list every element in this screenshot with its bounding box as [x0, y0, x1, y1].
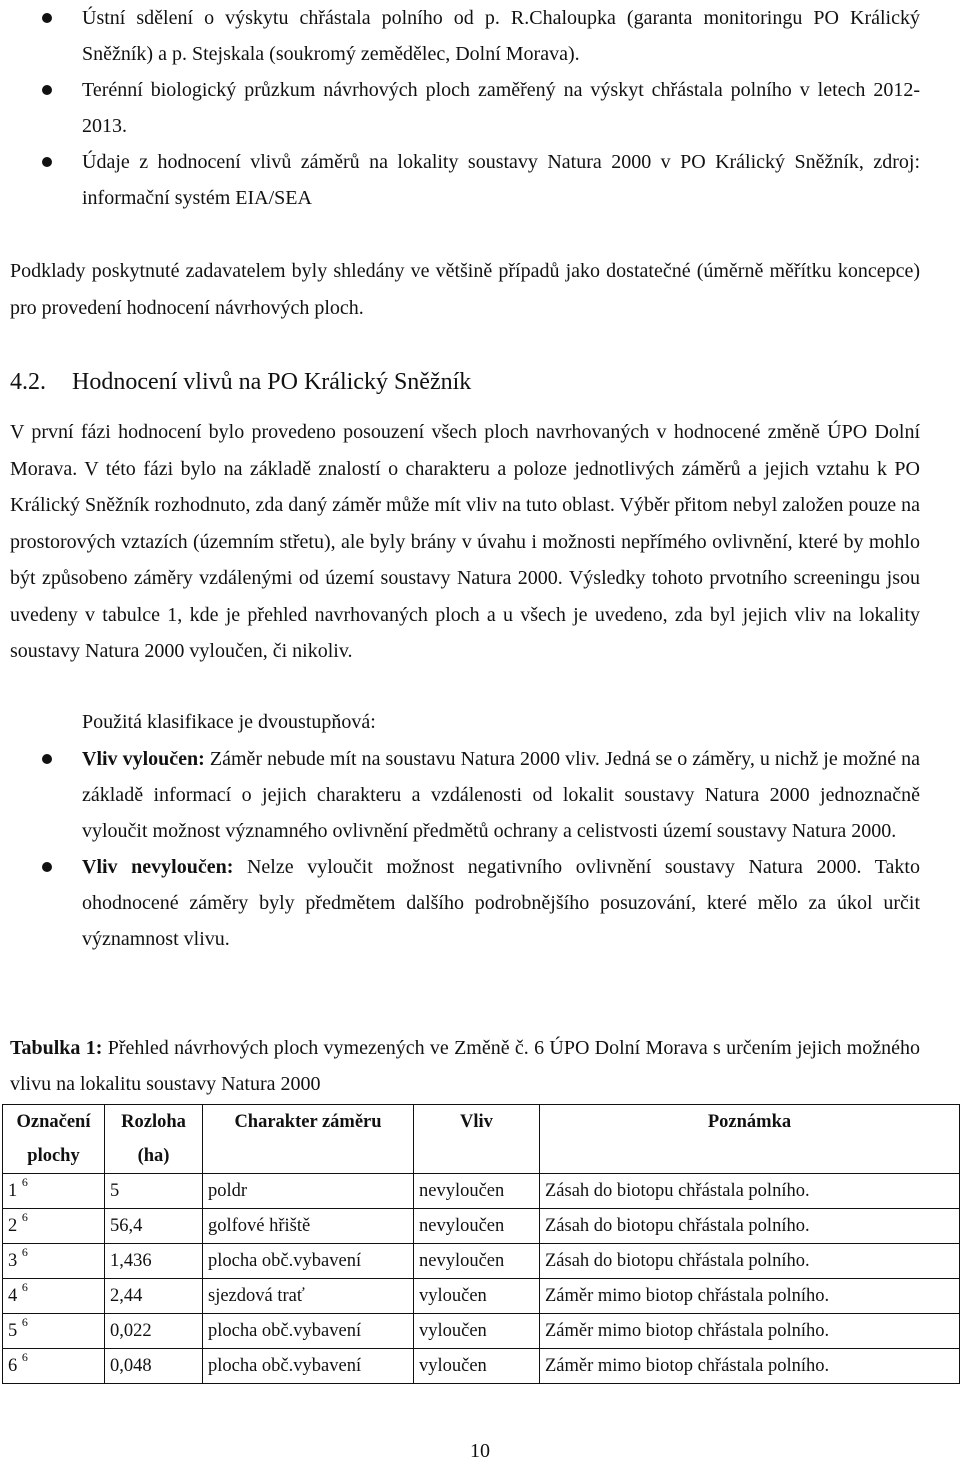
page-number: 10	[470, 1440, 490, 1462]
cell-id: 6 $^6$	[3, 1349, 105, 1384]
bullet-icon	[42, 862, 52, 872]
cell-area: 56,4	[105, 1209, 203, 1244]
list-item: Terénní biologický průzkum návrhových ploch zaměřený na výskyt chřástala polního v letech 2012-2013.	[0, 72, 960, 144]
areas-table	[2, 1104, 960, 1384]
table-header-row	[3, 1105, 960, 1174]
section-heading	[10, 364, 471, 400]
column-header: Vliv	[414, 1105, 540, 1174]
section-title: Hodnocení vlivů na PO Králický Sněžník	[72, 369, 472, 395]
source-list	[0, 0, 960, 216]
classification-term: Vliv nevyloučen:	[82, 856, 234, 878]
cell-id: 1 $^6$	[3, 1174, 105, 1209]
cell-id: 2 $^6$	[3, 1209, 105, 1244]
cell-note: Zásah do biotopu chřástala polního.	[540, 1209, 960, 1244]
classification-term: Vliv vyloučen:	[82, 748, 205, 770]
list-item: Ústní sdělení o výskytu chřástala polního od p. R.Chaloupka (garanta monitoringu PO Králický Sněžník) a p. Stejskala (soukromý zemědělec, Dolní Morava).	[0, 0, 960, 72]
cell-impact: nevyloučen	[414, 1209, 540, 1244]
cell-area: 5	[105, 1174, 203, 1209]
cell-type: plocha obč.vybavení	[203, 1244, 414, 1279]
cell-note: Záměr mimo biotop chřástala polního.	[540, 1279, 960, 1314]
column-header: Charakter záměru	[203, 1105, 414, 1174]
cell-area: 0,022	[105, 1314, 203, 1349]
bullet-icon	[42, 13, 52, 23]
cell-id: 5 $^6$	[3, 1314, 105, 1349]
cell-type: golfové hřiště	[203, 1209, 414, 1244]
cell-note: Záměr mimo biotop chřástala polního.	[540, 1349, 960, 1384]
classification-list	[0, 741, 960, 957]
cell-impact: vyloučen	[414, 1314, 540, 1349]
cell-type: plocha obč.vybavení	[203, 1349, 414, 1384]
cell-impact: nevyloučen	[414, 1174, 540, 1209]
table-row	[3, 1244, 960, 1279]
cell-impact: vyloučen	[414, 1279, 540, 1314]
cell-impact: vyloučen	[414, 1349, 540, 1384]
bullet-icon	[42, 157, 52, 167]
table-caption: Tabulka 1: Přehled návrhových ploch vymezených ve Změně č. 6 ÚPO Dolní Morava s určením jejich možného vlivu na lokalitu soustavy Natura 2000	[10, 1037, 920, 1095]
cell-type: poldr	[203, 1174, 414, 1209]
cell-note: Zásah do biotopu chřástala polního.	[540, 1244, 960, 1279]
table-row	[3, 1279, 960, 1314]
cell-type: sjezdová trať	[203, 1279, 414, 1314]
section-number: 4.2.	[10, 369, 46, 395]
cell-area: 0,048	[105, 1349, 203, 1384]
cell-type: plocha obč.vybavení	[203, 1314, 414, 1349]
cell-area: 2,44	[105, 1279, 203, 1314]
table-row	[3, 1209, 960, 1244]
bullet-icon	[42, 85, 52, 95]
column-header: Poznámka	[540, 1105, 960, 1174]
cell-note: Záměr mimo biotop chřástala polního.	[540, 1314, 960, 1349]
cell-impact: nevyloučen	[414, 1244, 540, 1279]
table-row	[3, 1314, 960, 1349]
column-header: Rozloha (ha)	[105, 1105, 203, 1174]
bullet-icon	[42, 754, 52, 764]
table-caption-label: Tabulka 1:	[10, 1037, 103, 1059]
cell-area: 1,436	[105, 1244, 203, 1279]
cell-id: 3 $^6$	[3, 1244, 105, 1279]
cell-note: Zásah do biotopu chřástala polního.	[540, 1174, 960, 1209]
list-item: Vliv nevyloučen: Nelze vyloučit možnost negativního ovlivnění soustavy Natura 2000. Takto ohodnocené záměry byly předmětem dalšího podrobnějšího posuzování, které mělo za úkol určit významnost vlivu.	[0, 849, 960, 957]
section-paragraph: V první fázi hodnocení bylo provedeno posouzení všech ploch navrhovaných v hodnocené změně ÚPO Dolní Morava. V této fázi bylo na základě znalostí o charakteru a poloze jednotlivých záměrů a jejich vztahu k PO Králický Sněžník rozhodnuto, zda daný záměr může mít vliv na tuto oblast. Výběr přitom nebyl založen pouze na prostorových vztazích (územním střetu), ale byly brány v úvahu i možnosti nepřímého ovlivnění, které by mohlo být způsobeno záměry vzdálenými od území soustavy Natura 2000. Výsledky tohoto prvotního screeningu jsou uvedeny v tabulce 1, kde je přehled navrhovaných ploch a u všech je uvedeno, zda byl jejich vliv na lokality soustavy Natura 2000 vyloučen, či nikoliv.	[10, 421, 920, 662]
column-header: Označení plochy	[3, 1105, 105, 1174]
table-row	[3, 1349, 960, 1384]
cell-id: 4 $^6$	[3, 1279, 105, 1314]
list-item: Údaje z hodnocení vlivů záměrů na lokality soustavy Natura 2000 v PO Králický Sněžník, zdroj: informační systém EIA/SEA	[0, 144, 960, 216]
classification-intro: Použitá klasifikace je dvoustupňová:	[82, 711, 376, 733]
table-row	[3, 1174, 960, 1209]
list-item: Vliv vyloučen: Záměr nebude mít na soustavu Natura 2000 vliv. Jedná se o záměry, u nichž je možné na základě informací o jejich charakteru a vzdálenosti od lokalit soustavy Natura 2000 jednoznačně vyloučit možnost významného ovlivnění předmětů ochrany a celistvosti území soustavy Natura 2000.	[0, 741, 960, 849]
intro-paragraph: Podklady poskytnuté zadavatelem byly shledány ve většině případů jako dostatečné (úměrně měřítku koncepce) pro provedení hodnocení návrhových ploch.	[10, 260, 920, 319]
